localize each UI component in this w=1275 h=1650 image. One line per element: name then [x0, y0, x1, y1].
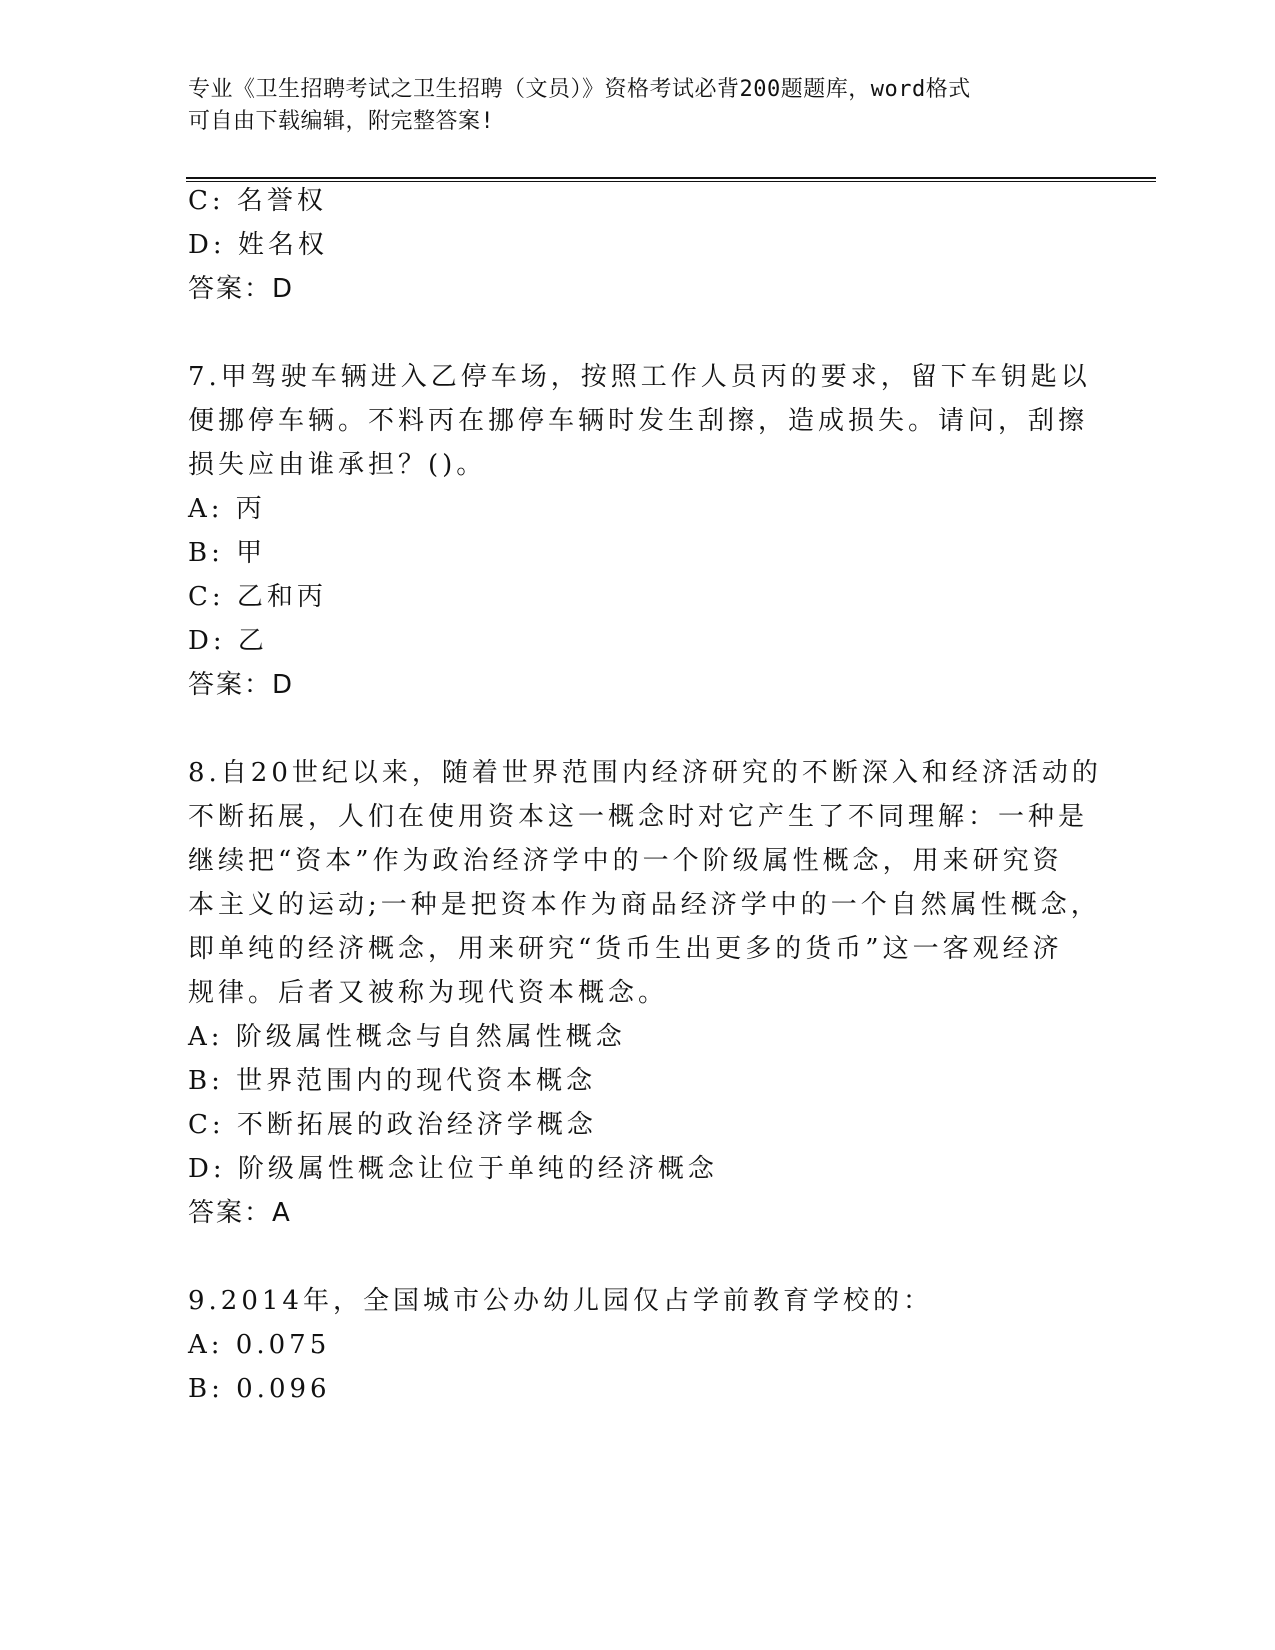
q8-stem-line: 即单纯的经济概念，用来研究“货币生出更多的货币”这一客观经济 [188, 934, 1063, 964]
q8-stem-line: 不断拓展，人们在使用资本这一概念时对它产生了不同理解：一种是 [188, 802, 1089, 832]
page-header [188, 74, 1088, 138]
q6-answer: 答案：D [188, 274, 295, 304]
q7-option-a: A: 丙 [188, 494, 266, 524]
q7-stem-line: 便挪停车辆。不料丙在挪停车辆时发生刮擦，造成损失。请问，刮擦 [188, 406, 1089, 436]
q7-option-c: C: 乙和丙 [188, 582, 327, 612]
q6-option-d: D: 姓名权 [188, 230, 328, 260]
q8-option-b: B: 世界范围内的现代资本概念 [188, 1066, 597, 1096]
header-rule-thin [186, 181, 1156, 182]
header-rule [186, 177, 1156, 179]
header-line-1: 专业《卫生招聘考试之卫生招聘（文员）》资格考试必背200题题库，word格式 [188, 77, 971, 102]
q7-stem-line: 7.甲驾驶车辆进入乙停车场，按照工作人员丙的要求，留下车钥匙以 [188, 362, 1091, 392]
q7-option-d: D: 乙 [188, 626, 268, 656]
header-line-2: 可自由下载编辑，附完整答案! [188, 109, 495, 134]
q8-option-d: D: 阶级属性概念让位于单纯的经济概念 [188, 1154, 718, 1184]
q9-option-a: A: 0.075 [188, 1330, 331, 1360]
q8-stem-line: 继续把“资本”作为政治经济学中的一个阶级属性概念，用来研究资 [188, 846, 1063, 876]
q7-answer: 答案：D [188, 670, 295, 700]
q7-option-b: B: 甲 [188, 538, 267, 568]
q9-option-b: B: 0.096 [188, 1374, 331, 1404]
q8-option-c: C: 不断拓展的政治经济学概念 [188, 1110, 597, 1140]
q9-stem-line: 9.2014年，全国城市公办幼儿园仅占学前教育学校的： [188, 1286, 933, 1316]
q8-answer: 答案：A [188, 1198, 292, 1228]
q7-stem-line: 损失应由谁承担？()。 [188, 450, 487, 480]
q6-option-c: C: 名誉权 [188, 186, 327, 216]
q8-option-a: A: 阶级属性概念与自然属性概念 [188, 1022, 626, 1052]
q8-stem-line: 规律。后者又被称为现代资本概念。 [188, 978, 669, 1008]
q8-stem-line: 8.自20世纪以来，随着世界范围内经济研究的不断深入和经济活动的 [188, 758, 1102, 788]
q8-stem-line: 本主义的运动;一种是把资本作为商品经济学中的一个自然属性概念， [188, 890, 1101, 920]
